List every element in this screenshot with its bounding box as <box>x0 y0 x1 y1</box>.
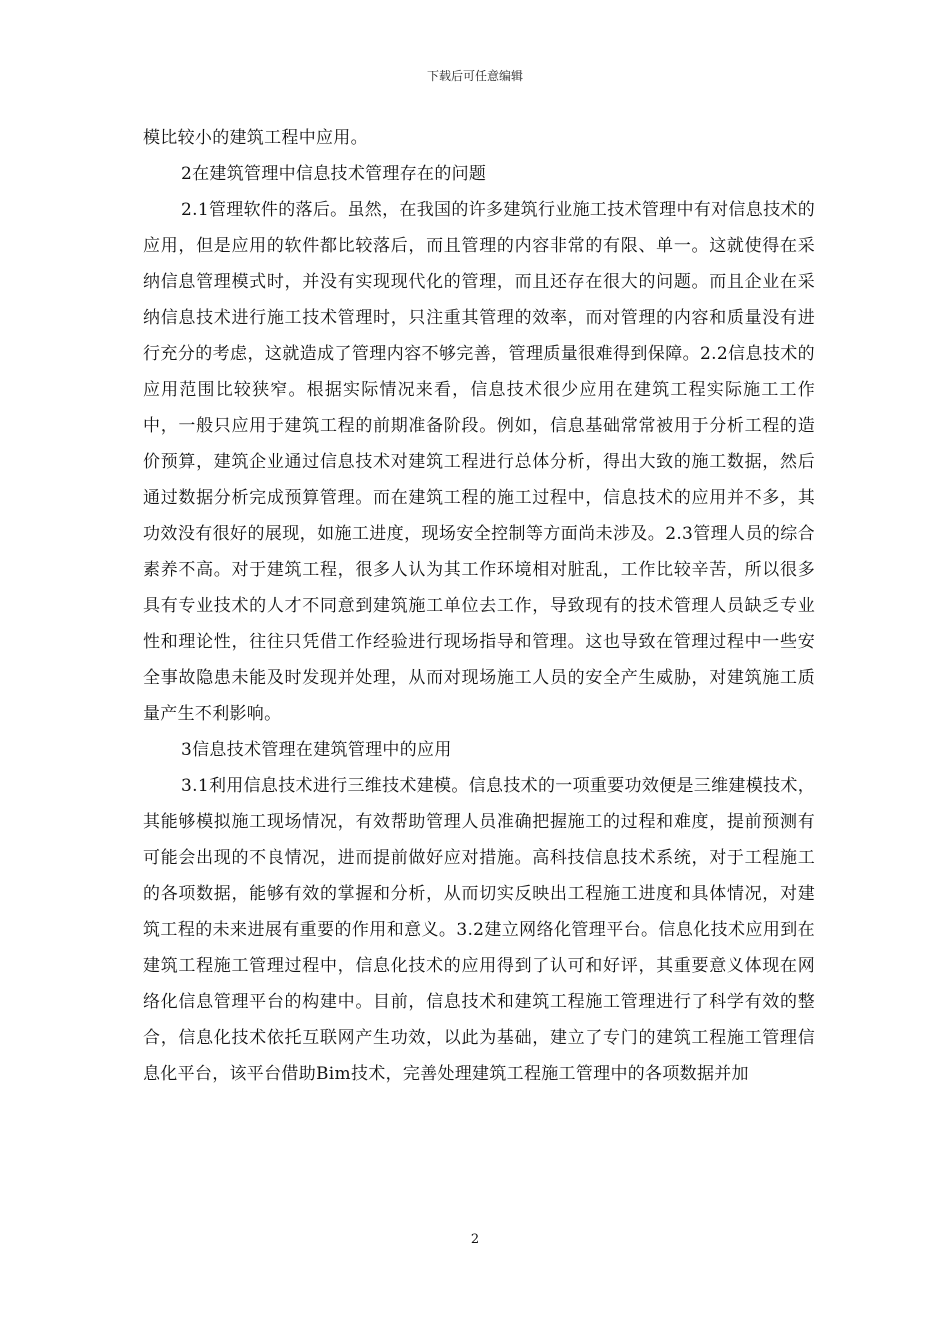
page-header: 下载后可任意编辑 <box>426 69 523 83</box>
paragraph-section-3: 3.1利用信息技术进行三维技术建模。信息技术的一项重要功效便是三维建模技术，其能够模拟施工现场情况，有效帮助管理人员准确把握施工的过程和难度，提前预测有可能会出现的不良情况，进而提前做好应对措施。高科技信息技术系统，对于工程施工的各项数据，能够有效的掌握和分析，从而切实反映出工程施工进度和具体情况，对建筑工程的未来进展有重要的作用和意义。3.2建立网络化管理平台。信息化技术应用到在建筑工程施工管理过程中，信息化技术的应用得到了认可和好评，其重要意义体现在网络化信息管理平台的构建中。目前，信息技术和建筑工程施工管理进行了科学有效的整合，信息化技术依托互联网产生功效，以此为基础，建立了专门的建筑工程施工管理信息化平台，该平台借助Bim技术，完善处理建筑工程施工管理中的各项数据并加 <box>143 776 815 1084</box>
document-body <box>143 120 815 1092</box>
paragraph-continuation: 模比较小的建筑工程中应用。 <box>143 128 368 148</box>
page-number: 2 <box>470 1232 480 1247</box>
paragraph-section-2: 2.1管理软件的落后。虽然，在我国的许多建筑行业施工技术管理中有对信息技术的应用，但是应用的软件都比较落后，而且管理的内容非常的有限、单一。这就使得在采纳信息管理模式时，并没有实现现代化的管理，而且还存在很大的问题。而且企业在采纳信息技术进行施工技术管理时，只注重其管理的效率，而对管理的内容和质量没有进行充分的考虑，这就造成了管理内容不够完善，管理质量很难得到保障。2.2信息技术的应用范围比较狭窄。根据实际情况来看，信息技术很少应用在建筑工程实际施工工作中，一般只应用于建筑工程的前期准备阶段。例如，信息基础常常被用于分析工程的造价预算，建筑企业通过信息技术对建筑工程进行总体分析，得出大致的施工数据，然后通过数据分析完成预算管理。而在建筑工程的施工过程中，信息技术的应用并不多，其功效没有很好的展现，如施工进度，现场安全控制等方面尚未涉及。2.3管理人员的综合素养不高。对于建筑工程，很多人认为其工作环境相对脏乱，工作比较辛苦，所以很多具有专业技术的人才不同意到建筑施工单位去工作，导致现有的技术管理人员缺乏专业性和理论性，往往只凭借工作经验进行现场指导和管理。这也导致在管理过程中一些安全事故隐患未能及时发现并处理，从而对现场施工人员的安全产生威胁，对建筑施工质量产生不利影响。 <box>143 200 815 724</box>
section-heading-3: 3信息技术管理在建筑管理中的应用 <box>181 740 452 760</box>
section-heading-2: 2在建筑管理中信息技术管理存在的问题 <box>181 164 487 184</box>
